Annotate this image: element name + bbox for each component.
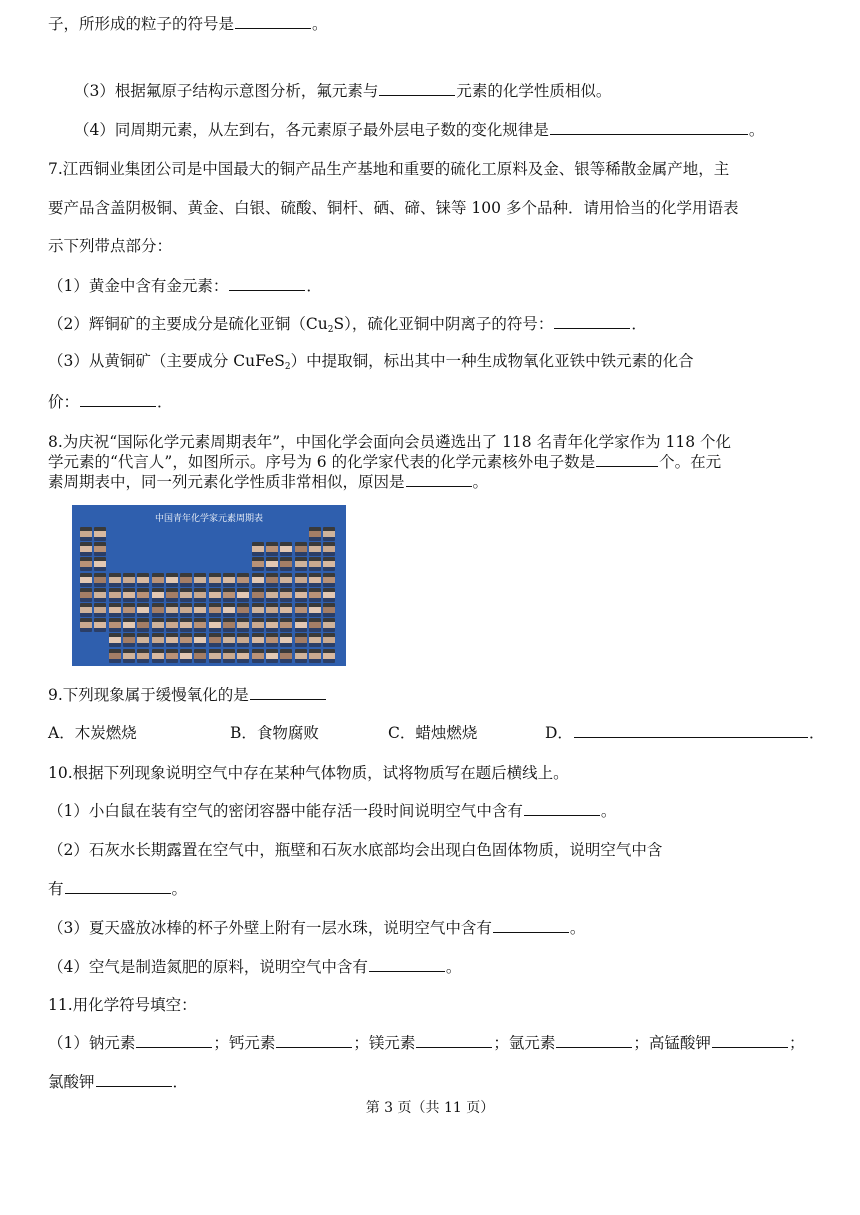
chemist-portrait	[152, 588, 164, 602]
chemist-portrait	[109, 603, 121, 617]
choice-a: A．木炭燃烧	[48, 724, 137, 742]
chemist-portrait	[123, 588, 135, 602]
chemist-portrait	[209, 633, 221, 647]
chemist-portrait	[180, 603, 192, 617]
chemist-portrait	[309, 527, 321, 541]
chemist-portrait	[152, 573, 164, 587]
question-7-part1: （1）黄金中含有金元素： ．	[48, 277, 322, 295]
chemist-portrait	[309, 542, 321, 556]
chemist-portrait	[237, 603, 249, 617]
chemist-portrait	[266, 603, 278, 617]
answer-blank[interactable]	[493, 918, 569, 933]
answer-blank[interactable]	[416, 1033, 492, 1048]
question-7-part2: （2）辉铜矿的主要成分是硫化亚铜$(Cu_2S)$，硫化亚铜中阴离子的符号： ．	[48, 315, 647, 335]
chemist-portrait	[109, 573, 121, 587]
chemist-portrait	[137, 618, 149, 632]
chemist-portrait	[80, 618, 92, 632]
chemist-portrait	[295, 542, 307, 556]
chemist-portrait	[252, 649, 264, 663]
chemist-portrait	[152, 633, 164, 647]
chemist-portrait	[180, 618, 192, 632]
chemist-portrait	[252, 557, 264, 571]
chemist-portrait	[323, 573, 335, 587]
chemist-portrait	[180, 573, 192, 587]
answer-blank[interactable]	[276, 1033, 352, 1048]
chemist-portrait	[223, 649, 235, 663]
answer-blank[interactable]	[574, 723, 808, 738]
chemist-portrait	[94, 573, 106, 587]
chemist-portrait	[109, 649, 121, 663]
question-8-line3: 素周期表中，同一列元素化学性质非常相似，原因是 。	[48, 473, 489, 491]
chemist-portrait	[223, 603, 235, 617]
chemist-portrait	[194, 573, 206, 587]
chemist-portrait	[280, 603, 292, 617]
text-line: （3）根据氟原子结构示意图分析，氟元素与 元素的化学性质相似。	[74, 82, 612, 100]
answer-blank[interactable]	[250, 685, 326, 700]
answer-blank[interactable]	[65, 879, 171, 894]
chemist-portrait	[309, 588, 321, 602]
chemist-portrait	[266, 618, 278, 632]
page-footer: 第 3 页（共 11 页）	[365, 1100, 495, 1116]
chemist-portrait	[295, 557, 307, 571]
chemist-portrait	[309, 603, 321, 617]
chemist-portrait	[295, 618, 307, 632]
question-10-part2: （2）石灰水长期露置在空气中，瓶壁和石灰水底部均会出现白色固体物质，说明空气中含	[48, 841, 663, 859]
chemist-portrait	[280, 633, 292, 647]
chemist-portrait	[237, 633, 249, 647]
chemist-portrait	[152, 618, 164, 632]
chemist-portrait	[194, 633, 206, 647]
chemist-portrait	[309, 573, 321, 587]
answer-blank[interactable]	[554, 314, 630, 329]
chemist-portrait	[137, 649, 149, 663]
answer-blank[interactable]	[596, 452, 658, 467]
chemist-portrait	[237, 588, 249, 602]
chemist-portrait	[109, 588, 121, 602]
chemist-portrait	[309, 618, 321, 632]
answer-blank[interactable]	[550, 120, 748, 135]
question-11-part1: （1）钠元素 ；钙元素 ；镁元素 ；氩元素 ；高锰酸钾 ；	[48, 1034, 805, 1052]
answer-blank[interactable]	[96, 1072, 172, 1087]
chemist-portrait	[280, 573, 292, 587]
chemist-portrait	[180, 588, 192, 602]
question-11: 11.用化学符号填空：	[48, 996, 197, 1014]
chemist-portrait	[266, 573, 278, 587]
answer-blank[interactable]	[229, 276, 305, 291]
chemist-portrait	[280, 649, 292, 663]
chemist-portrait	[295, 573, 307, 587]
chemist-portrait	[194, 618, 206, 632]
chemist-portrait	[280, 618, 292, 632]
chemist-portrait	[166, 649, 178, 663]
answer-blank[interactable]	[369, 957, 445, 972]
chemist-portrait	[309, 557, 321, 571]
chemist-portrait	[166, 633, 178, 647]
choice-c: C．蜡烛燃烧	[388, 724, 478, 742]
chemist-portrait	[194, 603, 206, 617]
chemist-portrait	[137, 573, 149, 587]
chemist-portrait	[137, 603, 149, 617]
chemist-portrait	[180, 649, 192, 663]
chemist-portrait	[123, 603, 135, 617]
chemist-portrait	[266, 649, 278, 663]
question-8-line1: 8.为庆祝“国际化学元素周期表年”，中国化学会面向会员遴选出了 118 名青年化学家作为 118 个化	[48, 433, 732, 451]
chemist-portrait	[166, 588, 178, 602]
question-10-part3: （3）夏天盛放冰棒的杯子外壁上附有一层水珠，说明空气中含有 。	[48, 919, 586, 937]
chemist-portrait	[137, 633, 149, 647]
answer-blank[interactable]	[379, 81, 455, 96]
chemist-portrait	[209, 618, 221, 632]
chemist-portrait	[295, 649, 307, 663]
chemist-portrait	[80, 573, 92, 587]
chemist-portrait	[309, 633, 321, 647]
chemist-portrait	[323, 588, 335, 602]
answer-blank[interactable]	[406, 472, 472, 487]
answer-blank[interactable]	[712, 1033, 788, 1048]
chemist-portrait	[94, 542, 106, 556]
chemist-portrait	[266, 557, 278, 571]
answer-blank[interactable]	[235, 14, 311, 29]
chemist-portrait	[295, 588, 307, 602]
chemist-portrait	[123, 633, 135, 647]
image-title: 中国青年化学家元素周期表	[154, 514, 263, 524]
answer-blank[interactable]	[80, 392, 156, 407]
chemist-portrait	[209, 603, 221, 617]
chemist-portrait	[252, 588, 264, 602]
answer-blank[interactable]	[556, 1033, 632, 1048]
question-7-line2: 要产品含盖阴极铜、黄金、白银、硫酸、铜杆、硒、碲、铼等 100 多个品种．请用恰当的化学用语表	[48, 199, 739, 217]
chemist-portrait	[194, 588, 206, 602]
chemist-portrait	[94, 618, 106, 632]
chemist-portrait	[266, 633, 278, 647]
chemist-portrait	[237, 649, 249, 663]
chemist-portrait	[237, 618, 249, 632]
question-7-part3-cont: 价： ．	[48, 393, 173, 411]
question-10-part4: （4）空气是制造氮肥的原料，说明空气中含有 。	[48, 958, 462, 976]
chemist-portrait	[152, 649, 164, 663]
chemist-portrait	[166, 618, 178, 632]
chemist-portrait	[80, 557, 92, 571]
answer-blank[interactable]	[136, 1033, 212, 1048]
question-7-line3: 示下列带点部分：	[48, 237, 173, 255]
chemist-portrait	[123, 573, 135, 587]
chemist-portrait	[94, 588, 106, 602]
chemist-portrait	[137, 588, 149, 602]
chemist-portrait	[323, 633, 335, 647]
chemist-portrait	[323, 618, 335, 632]
question-10: 10.根据下列现象说明空气中存在某种气体物质，试将物质写在题后横线上。	[48, 764, 569, 782]
chemist-portrait	[166, 573, 178, 587]
chemist-portrait	[252, 633, 264, 647]
chemist-portrait	[166, 603, 178, 617]
choice-d: D． ．	[545, 724, 825, 742]
chemist-portrait	[109, 633, 121, 647]
chemist-portrait	[180, 633, 192, 647]
chemist-portrait	[209, 573, 221, 587]
chemist-portrait	[223, 588, 235, 602]
question-11-part1-cont: 氯酸钾 ．	[48, 1073, 189, 1091]
chemist-portrait	[309, 649, 321, 663]
chemist-portrait	[223, 618, 235, 632]
chemist-portrait	[252, 618, 264, 632]
chemist-portrait	[152, 603, 164, 617]
chemist-portrait	[209, 588, 221, 602]
chemist-portrait	[295, 633, 307, 647]
chemist-portrait	[94, 603, 106, 617]
chemist-portrait	[323, 527, 335, 541]
question-10-part1: （1）小白鼠在装有空气的密闭容器中能存活一段时间说明空气中含有 。	[48, 802, 617, 820]
chemist-portrait	[80, 603, 92, 617]
question-10-part2-cont: 有 。	[48, 880, 188, 898]
chemist-portrait	[209, 649, 221, 663]
question-7-line1: 7.江西铜业集团公司是中国最大的铜产品生产基地和重要的硫化工原料及金、银等稀散金属产地，主	[48, 160, 730, 178]
text-line: （4）同周期元素，从左到右，各元素原子最外层电子数的变化规律是 。	[74, 121, 765, 139]
chemist-portrait	[295, 603, 307, 617]
chemist-portrait	[280, 557, 292, 571]
chemist-portrait	[109, 618, 121, 632]
chemist-periodic-table-image	[72, 505, 346, 666]
chemist-portrait	[323, 557, 335, 571]
chemist-portrait	[94, 557, 106, 571]
choice-b: B．食物腐败	[230, 724, 319, 742]
chemist-portrait	[80, 542, 92, 556]
question-7-part3: （3）从黄铜矿（主要成分 CuFeS$_2$）中提取铜，标出其中一种生成物氧化亚铁中铁元素的化合	[48, 352, 694, 372]
text-line: 子，所形成的粒子的符号是 。	[48, 15, 328, 33]
chemist-portrait	[223, 633, 235, 647]
chemist-portrait	[323, 542, 335, 556]
chemist-portrait	[80, 527, 92, 541]
chemist-portrait	[323, 603, 335, 617]
question-8-line2: 学元素的“代言人”，如图所示。序号为 6 的化学家代表的化学元素核外电子数是 个。在元	[48, 453, 722, 471]
chemist-portrait	[194, 649, 206, 663]
chemist-portrait	[280, 542, 292, 556]
chemist-portrait	[80, 588, 92, 602]
chemist-portrait	[266, 542, 278, 556]
chemist-portrait	[237, 573, 249, 587]
question-9: 9.下列现象属于缓慢氧化的是	[48, 684, 327, 706]
chemist-portrait	[223, 573, 235, 587]
chemist-portrait	[123, 649, 135, 663]
chemist-portrait	[266, 588, 278, 602]
chemist-portrait	[123, 618, 135, 632]
chemist-portrait	[252, 603, 264, 617]
chemist-portrait	[323, 649, 335, 663]
answer-blank[interactable]	[524, 801, 600, 816]
chemist-portrait	[280, 588, 292, 602]
chemist-portrait	[252, 573, 264, 587]
chemist-portrait	[94, 527, 106, 541]
chemist-portrait	[252, 542, 264, 556]
